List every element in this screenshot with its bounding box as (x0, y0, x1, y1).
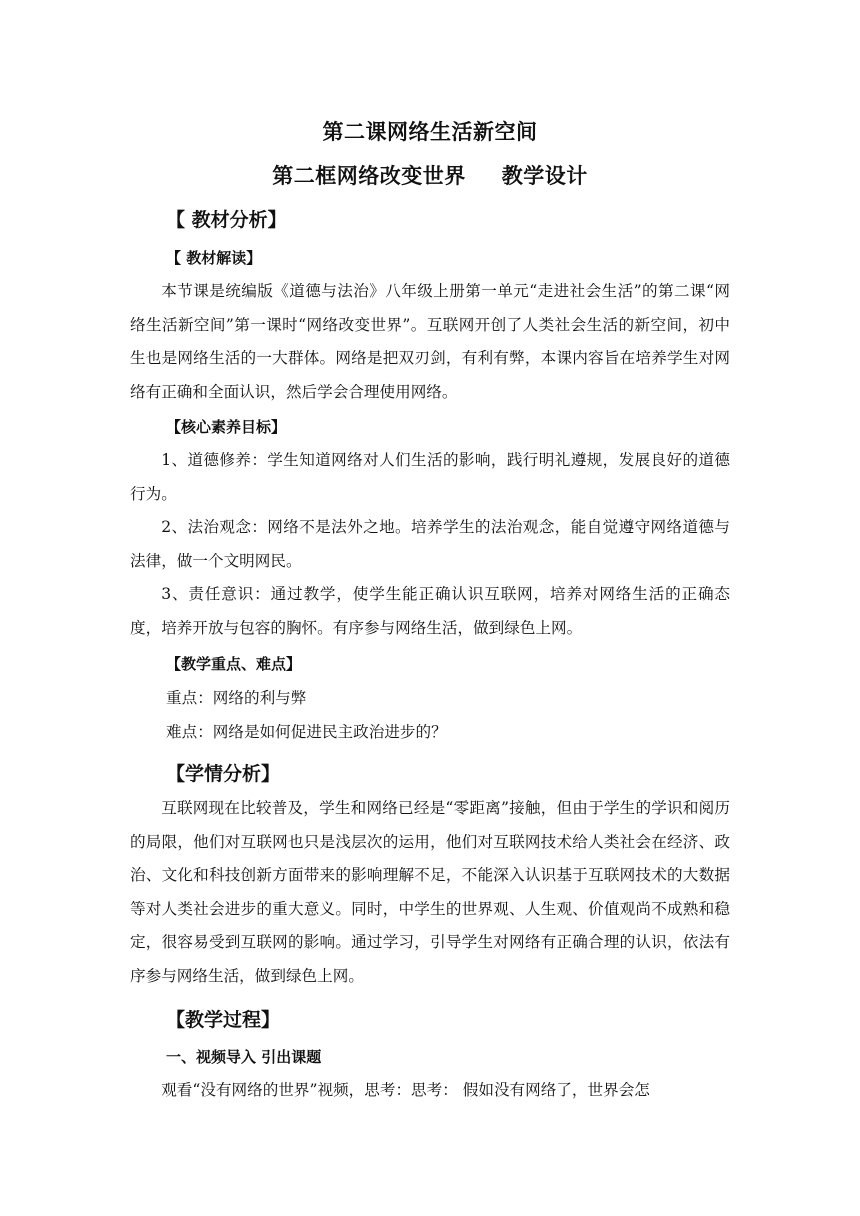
goal-responsibility: 3、责任意识：通过教学，使学生能正确认识互联网，培养对网络生活的正确态度，培养开放与包容的胸怀。有序参与网络生活，做到绿色上网。 (130, 585, 730, 637)
lesson-title: 第二课网络生活新空间 (322, 120, 538, 144)
section-title-main: 第二框网络改变世界 (272, 164, 466, 188)
section-title (0, 160, 860, 190)
heading-teaching-process: 【教学过程】 (166, 1009, 281, 1031)
section-title-design: 教学设计 (501, 164, 588, 188)
goal-moral-cultivation: 1、道德修养：学生知道网络对人们生活的影响，践行明礼遵规，发展良好的道德行为。 (130, 451, 730, 503)
heading-textbook-analysis: 【 教材分析】 (166, 209, 287, 231)
subheading-textbook-reading: 【 教材解读】 (166, 249, 262, 267)
subheading-video-intro: 一、视频导入 引出课题 (166, 1048, 322, 1066)
subheading-core-goals: 【核心素养目标】 (166, 418, 287, 436)
goal-legal-awareness: 2、法治观念：网络不是法外之地。培养学生的法治观念，能自觉遵守网络道德与法律，做一个文明网民。 (130, 518, 730, 570)
difficult-point: 难点：网络是如何促进民主政治进步的？ (166, 723, 447, 741)
subheading-key-points: 【教学重点、难点】 (166, 655, 302, 673)
paragraph-textbook-reading: 本节课是统编版《道德与法治》八年级上册第一单元“走进社会生活”的第二课“网络生活新空间”第一课时“网络改变世界”。互联网开创了人类社会生活的新空间，初中生也是网络生活的一大群体。网络是把双刃剑，有利有弊，本课内容旨在培养学生对网络有正确和全面认识，然后学会合理使用网络。 (130, 282, 730, 401)
heading-student-analysis: 【学情分析】 (166, 763, 281, 785)
paragraph-video-intro: 观看“没有网络的世界”视频，思考：思考： 假如没有网络了，世界会怎 (161, 1081, 650, 1099)
key-point: 重点：网络的利与弊 (166, 689, 307, 707)
paragraph-student-analysis: 互联网现在比较普及，学生和网络已经是“零距离”接触，但由于学生的学识和阅历的局限，他们对互联网也只是浅层次的运用，他们对互联网技术给人类社会在经济、政治、文化和科技创新方面带来的影响理解不足，不能深入认识基于互联网技术的大数据等对人类社会进步的重大意义。同时，中学生的世界观、人生观、价值观尚不成熟和稳定，很容易受到互联网的影响。通过学习，引导学生对网络有正确合理的认识，依法有序参与网络生活，做到绿色上网。 (130, 799, 730, 985)
